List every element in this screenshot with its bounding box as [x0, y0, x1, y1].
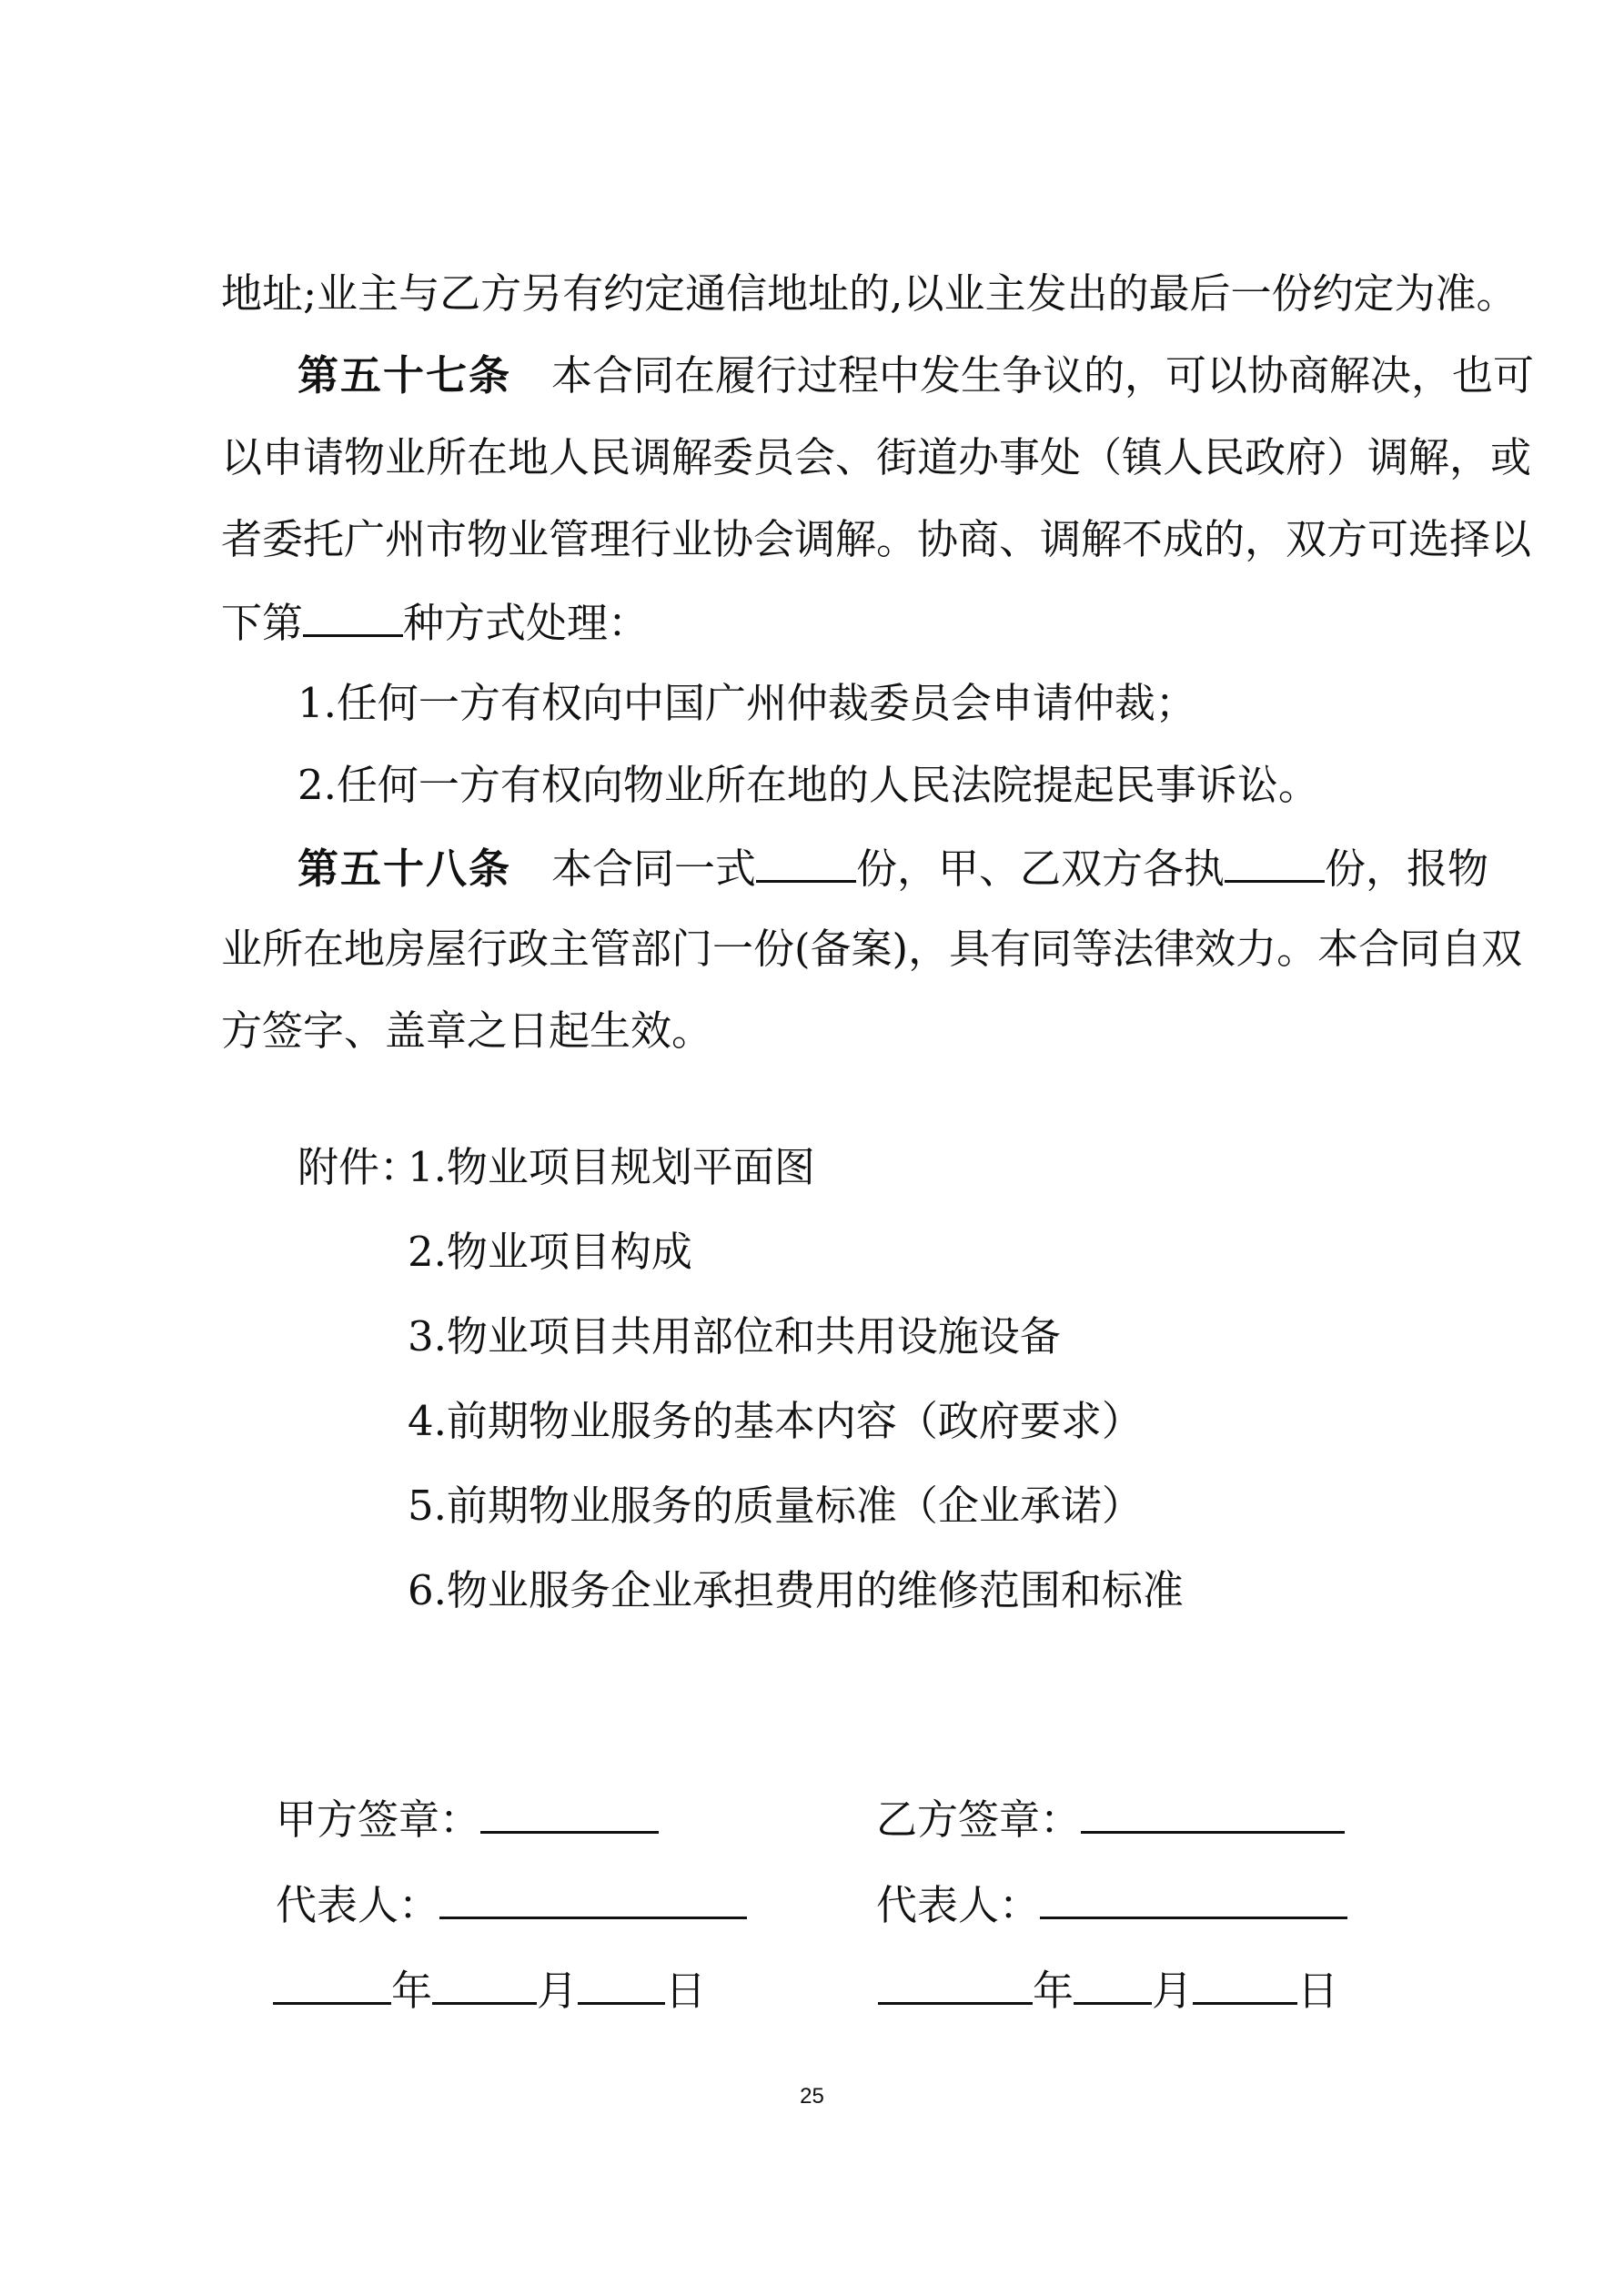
annex-item: 1.物业项目规划平面图: [408, 1143, 815, 1191]
paragraph-line: 地址;业主与乙方另有约定通信地址的,以业主发出的最后一份约定为准。: [221, 269, 1518, 318]
article-57-line-4: [221, 594, 1431, 651]
article-58-line-3: 方签字、盖章之日起生效。: [221, 1006, 713, 1055]
party-b-date: [878, 1962, 1338, 2018]
article-58-heading: 第五十八条: [298, 845, 512, 893]
annex-item: 6.物业服务企业承担费用的维修范围和标准: [408, 1566, 1184, 1614]
party-b-seal-label: 乙方签章：: [876, 1795, 1082, 1844]
party-a-seal: [276, 1791, 659, 1847]
party-a-seal-label: 甲方签章：: [276, 1795, 481, 1844]
year-label: 年: [1033, 1967, 1074, 2015]
month-label: 月: [537, 1967, 579, 2015]
article-57-text: 本合同在履行过程中发生争议的，可以协商解决，也可: [551, 351, 1535, 400]
option-2: 2.任何一方有权向物业所在地的人民法院提起民事诉讼。: [298, 761, 1319, 809]
annex-item: 5.前期物业服务的质量标准（企业承诺）: [408, 1482, 1143, 1530]
annex-item: 4.前期物业服务的基本内容（政府要求）: [408, 1397, 1143, 1445]
party-b-representative: [876, 1876, 1347, 1933]
party-a-representative-label: 代表人：: [276, 1881, 440, 1929]
party-b-year-blank[interactable]: [878, 1962, 1033, 2005]
party-a-month-blank[interactable]: [432, 1962, 537, 2005]
party-a-year-blank[interactable]: [273, 1962, 391, 2005]
option-1: 1.任何一方有权向中国广州仲裁委员会申请仲裁；: [298, 679, 1196, 727]
party-b-representative-blank[interactable]: [1040, 1876, 1347, 1919]
article-57-line-4-pre: 下第: [221, 599, 304, 647]
party-a-day-blank[interactable]: [578, 1962, 665, 2005]
party-a-representative: [276, 1876, 747, 1933]
article-57-line-1: [298, 349, 1535, 403]
annex-item: 3.物业项目共用部位和共用设施设备: [408, 1312, 1061, 1360]
month-label: 月: [1152, 1967, 1194, 2015]
article-58-text-a: 本合同一式: [551, 845, 757, 893]
party-b-seal: [876, 1791, 1345, 1847]
party-b-seal-blank[interactable]: [1081, 1791, 1345, 1834]
article-58-text-b: 份，甲、乙双方各执: [856, 845, 1226, 893]
article-57-line-3: 者委托广州市物业管理行业协会调解。协商、调解不成的，双方可选择以: [221, 515, 1532, 563]
party-a-seal-blank[interactable]: [480, 1791, 659, 1834]
article-57-line-2: 以申请物业所在地人民调解委员会、街道办事处（镇人民政府）调解，或: [221, 433, 1532, 481]
party-b-day-blank[interactable]: [1193, 1962, 1297, 2005]
annex-item: 2.物业项目构成: [408, 1228, 692, 1276]
party-b-representative-label: 代表人：: [876, 1881, 1041, 1929]
year-label: 年: [391, 1967, 433, 2015]
annex-label: 附件：: [298, 1143, 421, 1191]
day-label: 日: [1297, 1967, 1339, 2015]
article-58-text-c: 份，报物: [1325, 845, 1489, 893]
party-b-month-blank[interactable]: [1074, 1962, 1152, 2005]
page-number: 25: [800, 2084, 824, 2109]
method-blank[interactable]: [303, 594, 403, 637]
article-57-heading: 第五十七条: [298, 351, 512, 400]
article-58-line-1: [298, 840, 1489, 896]
article-58-line-2: 业所在地房屋行政主管部门一份(备案)，具有同等法律效力。本合同自双: [221, 925, 1523, 973]
day-label: 日: [665, 1967, 707, 2015]
copies-total-blank[interactable]: [756, 840, 856, 883]
party-a-representative-blank[interactable]: [439, 1876, 747, 1919]
article-57-line-4-post: 种方式处理：: [403, 599, 650, 647]
party-a-date: [273, 1962, 706, 2018]
copies-each-blank[interactable]: [1225, 840, 1325, 883]
